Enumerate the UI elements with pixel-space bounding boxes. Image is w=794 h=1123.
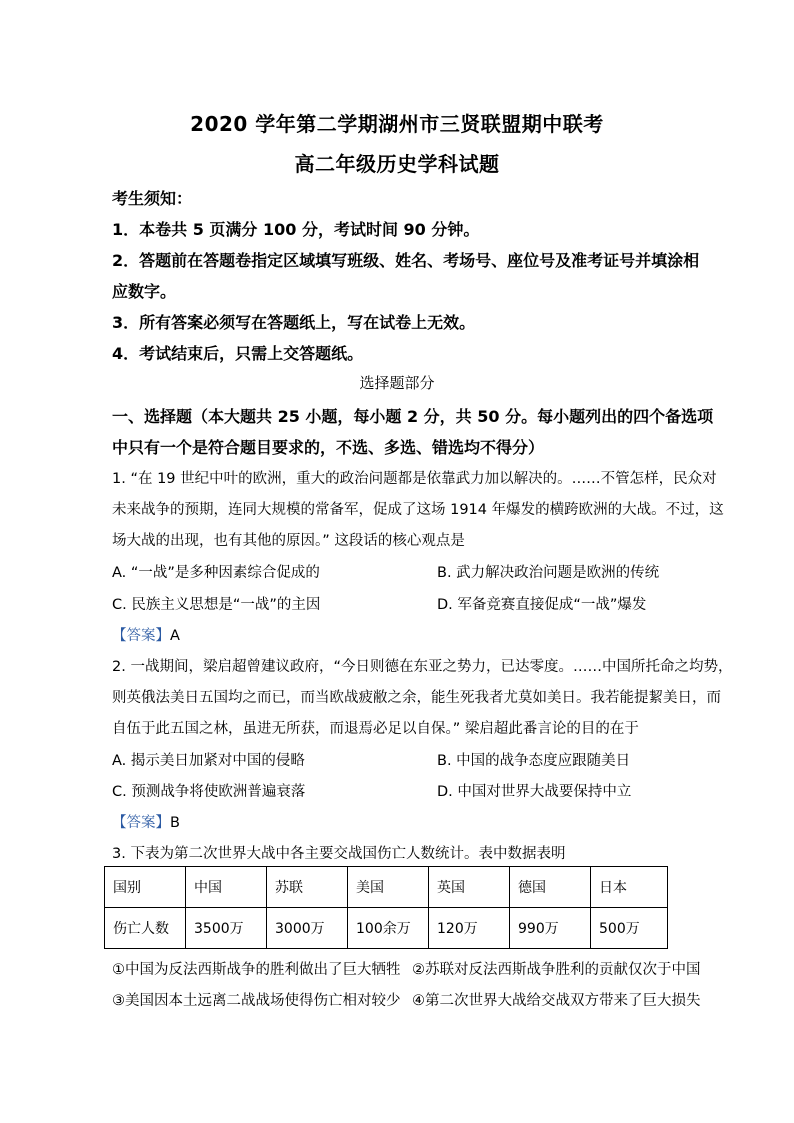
notice-item: 1．本卷共 5 页满分 100 分，考试时间 90 分钟。: [112, 220, 480, 239]
question-2-option-d: D. 中国对世界大战要保持中立: [437, 784, 632, 800]
question-2-option-c: C. 预测战争将使欧洲普遍衰落: [112, 784, 306, 800]
question-3-statement-3: ③美国因本土远离二战战场使得伤亡相对较少: [112, 993, 401, 1009]
question-3-statement-4: ④第二次世界大战给交战双方带来了巨大损失: [412, 993, 701, 1009]
exam-title: 2020 学年第二学期湖州市三贤联盟期中联考: [190, 112, 604, 136]
section-instruction: 一、选择题（本大题共 25 小题，每小题 2 分，共 50 分。每小题列出的四个备选项: [112, 407, 714, 426]
question-2-option-a: A. 揭示美日加紧对中国的侵略: [112, 753, 305, 769]
notice-item: 应数字。: [112, 282, 177, 301]
notice-heading: 考生须知：: [112, 189, 193, 208]
section-title: 选择题部分: [359, 374, 435, 392]
table-cell: 苏联: [267, 867, 348, 908]
table-cell: 国别: [105, 867, 186, 908]
table-cell: 500万: [591, 908, 668, 949]
table-cell: 英国: [429, 867, 510, 908]
answer-value: A: [170, 628, 180, 644]
question-1-stem: 场大战的出现，也有其他的原因。” 这段话的核心观点是: [112, 533, 465, 549]
table-row: [105, 908, 668, 949]
table-cell: 美国: [348, 867, 429, 908]
question-2-stem: 则英俄法美日五国均之而已，而当欧战疲敝之余，能生死我者尤莫如美日。我若能提絜美日，而: [112, 690, 721, 706]
question-1-option-c: C. 民族主义思想是“一战”的主因: [112, 597, 321, 613]
casualty-table: [104, 866, 668, 949]
question-1-stem: 未来战争的预期，连同大规模的常备军，促成了这场 1914 年爆发的横跨欧洲的大战。不过，这: [112, 502, 724, 518]
table-cell: 伤亡人数: [105, 908, 186, 949]
question-1-option-a: A. “一战”是多种因素综合促成的: [112, 565, 320, 581]
table-cell: 中国: [186, 867, 267, 908]
question-3-statement-2: ②苏联对反法西斯战争胜利的贡献仅次于中国: [412, 962, 701, 978]
notice-item: 2．答题前在答题卷指定区域填写班级、姓名、考场号、座位号及准考证号并填涂相: [112, 251, 700, 270]
answer-value: B: [170, 815, 180, 831]
notice-item: 4．考试结束后，只需上交答题纸。: [112, 344, 364, 363]
table-cell: 3500万: [186, 908, 267, 949]
table-cell: 德国: [510, 867, 591, 908]
answer-tag: 【答案】: [112, 815, 170, 831]
table-cell: 120万: [429, 908, 510, 949]
section-instruction: 中只有一个是符合题目要求的，不选、多选、错选均不得分）: [112, 438, 545, 457]
question-1-stem: 1. “在 19 世纪中叶的欧洲，重大的政治问题都是依靠武力加以解决的。……不管怎样，民众对: [112, 471, 717, 487]
table-cell: 3000万: [267, 908, 348, 949]
question-3-statement-1: ①中国为反法西斯战争的胜利做出了巨大牺牲: [112, 962, 401, 978]
table-cell: 日本: [591, 867, 668, 908]
question-2-stem: 自伍于此五国之林，虽进无所获，而退焉必足以自保。” 梁启超此番言论的目的在于: [112, 721, 639, 737]
question-3-stem: 3. 下表为第二次世界大战中各主要交战国伤亡人数统计。表中数据表明: [112, 846, 566, 862]
table-header-row: [105, 867, 668, 908]
question-1-option-b: B. 武力解决政治问题是欧洲的传统: [437, 565, 660, 581]
notice-item: 3．所有答案必须写在答题纸上，写在试卷上无效。: [112, 313, 476, 332]
question-2-option-b: B. 中国的战争态度应跟随美日: [437, 753, 631, 769]
exam-subtitle: 高二年级历史学科试题: [294, 152, 500, 176]
question-1-answer: [112, 624, 712, 645]
question-2-stem: 2. 一战期间，梁启超曾建议政府，“今日则德在东亚之势力，已达零度。……中国所托命之均势，: [112, 659, 733, 675]
table-cell: 990万: [510, 908, 591, 949]
table-cell: 100余万: [348, 908, 429, 949]
question-2-answer: [112, 811, 712, 832]
answer-tag: 【答案】: [112, 628, 170, 644]
question-1-option-d: D. 军备竞赛直接促成“一战”爆发: [437, 597, 647, 613]
